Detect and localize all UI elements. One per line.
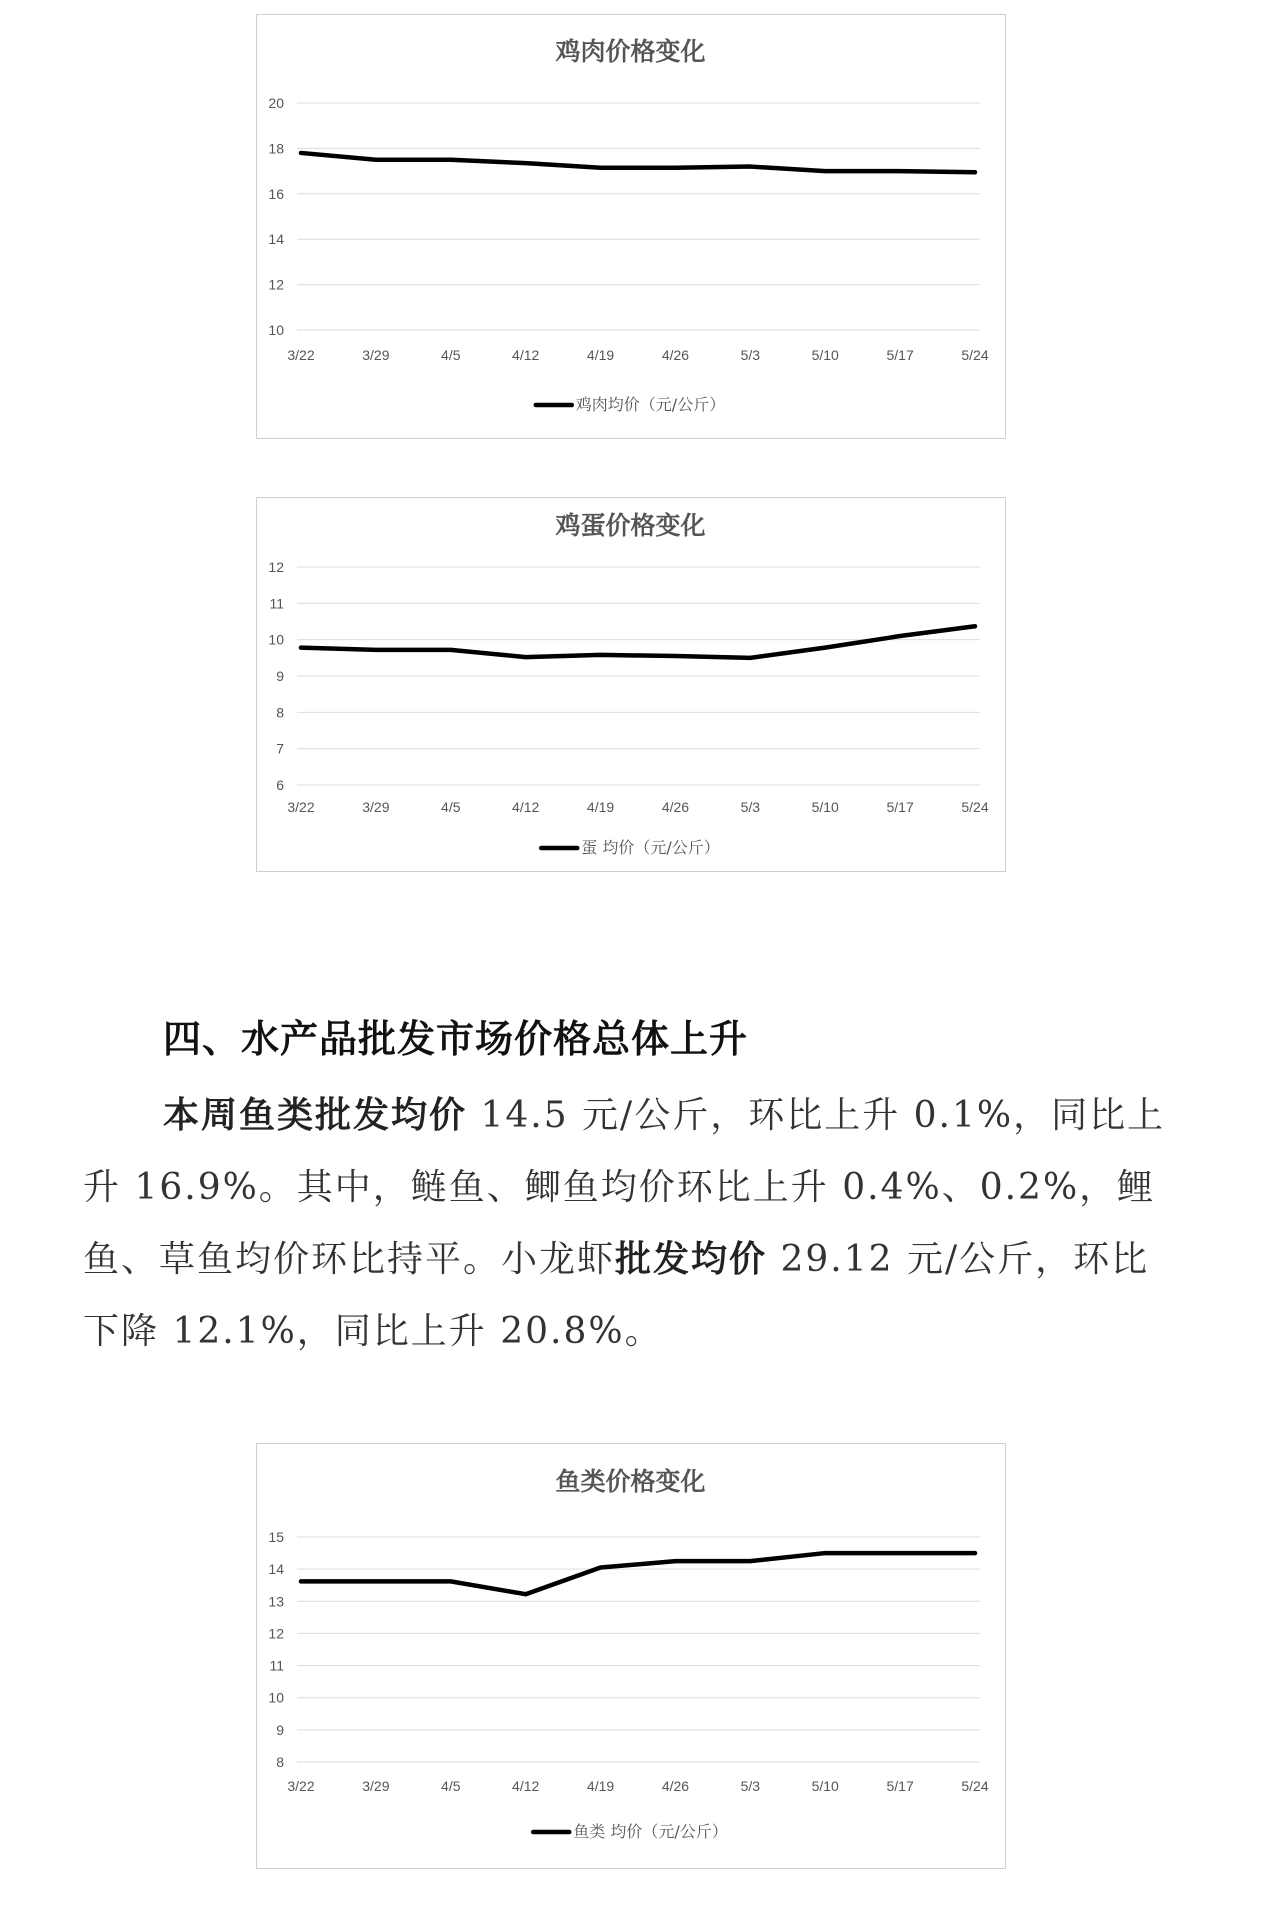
data-point (823, 169, 827, 173)
x-tick-label: 4/12 (512, 799, 540, 815)
x-tick-label: 4/19 (586, 347, 615, 363)
chart-svg (257, 1444, 1004, 1867)
data-point (748, 1559, 752, 1563)
x-tick-label: 5/10 (811, 799, 839, 815)
data-point (673, 166, 677, 170)
data-point (374, 1579, 378, 1583)
chart-svg (257, 15, 1004, 437)
y-tick-label: 8 (276, 704, 284, 721)
data-point (898, 169, 902, 173)
y-tick-label: 12 (268, 276, 284, 293)
series-line (301, 626, 975, 658)
data-point (449, 648, 453, 652)
data-point (823, 646, 827, 650)
x-tick-label: 5/24 (961, 1778, 989, 1794)
x-tick-label: 4/26 (661, 347, 690, 363)
x-tick-label: 4/5 (441, 347, 461, 363)
y-tick-label: 11 (269, 595, 284, 612)
data-point (374, 648, 378, 652)
data-point (673, 1559, 677, 1563)
paragraph-text-2: 29.12 元/公斤，环比下降 12.1%，同比上升 20.8%。 (83, 1239, 1150, 1352)
y-tick-label: 8 (276, 1754, 284, 1770)
data-point (599, 166, 603, 170)
chart-title: 鱼类价格变化 (555, 1467, 706, 1496)
x-tick-label: 4/5 (441, 799, 461, 815)
x-tick-label: 5/24 (961, 799, 989, 815)
data-point (748, 656, 752, 660)
x-tick-label: 5/24 (961, 347, 989, 363)
y-tick-label: 14 (268, 1561, 284, 1578)
y-tick-label: 18 (268, 140, 284, 157)
section-paragraph (83, 1080, 1183, 1368)
x-tick-label: 4/5 (441, 1778, 461, 1794)
x-tick-label: 5/17 (886, 347, 914, 363)
y-tick-label: 9 (276, 1721, 284, 1738)
section-heading: 四、水产品批发市场价格总体上升 (163, 1017, 749, 1061)
y-tick-label: 9 (276, 668, 284, 684)
y-tick-label: 11 (269, 1657, 284, 1674)
x-tick-label: 4/12 (512, 1778, 540, 1794)
y-tick-label: 12 (268, 559, 284, 575)
data-point (449, 1579, 453, 1583)
chart-title: 鸡蛋价格变化 (555, 511, 706, 540)
data-point (524, 1592, 528, 1596)
y-tick-label: 20 (268, 95, 284, 111)
x-tick-label: 5/10 (811, 347, 839, 363)
x-tick-label: 3/29 (362, 799, 390, 815)
data-point (973, 170, 977, 174)
data-point (299, 646, 303, 650)
x-tick-label: 5/17 (886, 1778, 914, 1794)
paragraph-text-1: 14.5 元/公斤，环比上升 0.1%，同比上升 16.9%。其中，鲢鱼、鲫鱼均价环比上升 0.4%、0.2%，鲤鱼、草鱼均价环比持平。小龙虾 (83, 1095, 1166, 1280)
bold-phrase-fish-wholesale: 本周鱼类批发均价 (163, 1095, 468, 1136)
bold-phrase-wholesale-avg: 批发均价 (615, 1239, 768, 1280)
y-tick-label: 15 (268, 1529, 284, 1545)
y-tick-label: 10 (268, 631, 284, 648)
data-point (973, 1551, 977, 1555)
x-tick-label: 3/29 (362, 1778, 390, 1794)
data-point (449, 158, 453, 162)
x-tick-label: 4/19 (586, 799, 615, 815)
x-tick-label: 3/29 (362, 347, 390, 363)
x-tick-label: 4/26 (661, 799, 690, 815)
y-tick-label: 12 (268, 1625, 284, 1642)
data-point (898, 1551, 902, 1555)
chicken-price-chart (256, 14, 1006, 439)
chart-title: 鸡肉价格变化 (555, 37, 706, 66)
data-point (374, 158, 378, 162)
data-point (299, 151, 303, 155)
y-tick-label: 10 (268, 322, 284, 338)
legend-label: 鱼类 均价（元/公斤） (573, 1822, 728, 1841)
data-point (599, 1566, 603, 1570)
legend-label: 鸡肉均价（元/公斤） (575, 395, 726, 414)
data-point (524, 655, 528, 659)
egg-price-chart (256, 497, 1006, 872)
data-point (973, 624, 977, 628)
series-line (301, 1553, 975, 1594)
y-tick-label: 16 (268, 185, 284, 202)
x-tick-label: 5/17 (886, 799, 914, 815)
data-point (748, 165, 752, 169)
y-tick-label: 13 (268, 1593, 284, 1610)
x-tick-label: 5/10 (811, 1778, 839, 1794)
y-tick-label: 14 (268, 231, 284, 248)
data-point (898, 634, 902, 638)
x-tick-label: 3/22 (287, 1778, 315, 1794)
x-tick-label: 3/22 (287, 799, 315, 815)
x-tick-label: 3/22 (287, 347, 315, 363)
data-point (823, 1551, 827, 1555)
y-tick-label: 7 (276, 740, 284, 757)
data-point (299, 1579, 303, 1583)
legend-label: 蛋 均价（元/公斤） (581, 838, 720, 857)
x-tick-label: 4/12 (512, 347, 540, 363)
x-tick-label: 5/3 (740, 347, 761, 363)
y-tick-label: 10 (268, 1689, 284, 1706)
x-tick-label: 4/26 (661, 1778, 690, 1794)
data-point (673, 654, 677, 658)
x-tick-label: 4/19 (586, 1778, 615, 1794)
fish-price-chart (256, 1443, 1006, 1869)
data-point (599, 653, 603, 657)
x-tick-label: 5/3 (740, 799, 761, 815)
y-tick-label: 6 (276, 777, 284, 793)
data-point (524, 161, 528, 165)
x-tick-label: 5/3 (740, 1778, 761, 1794)
chart-svg (257, 498, 1004, 870)
series-line (301, 153, 975, 172)
